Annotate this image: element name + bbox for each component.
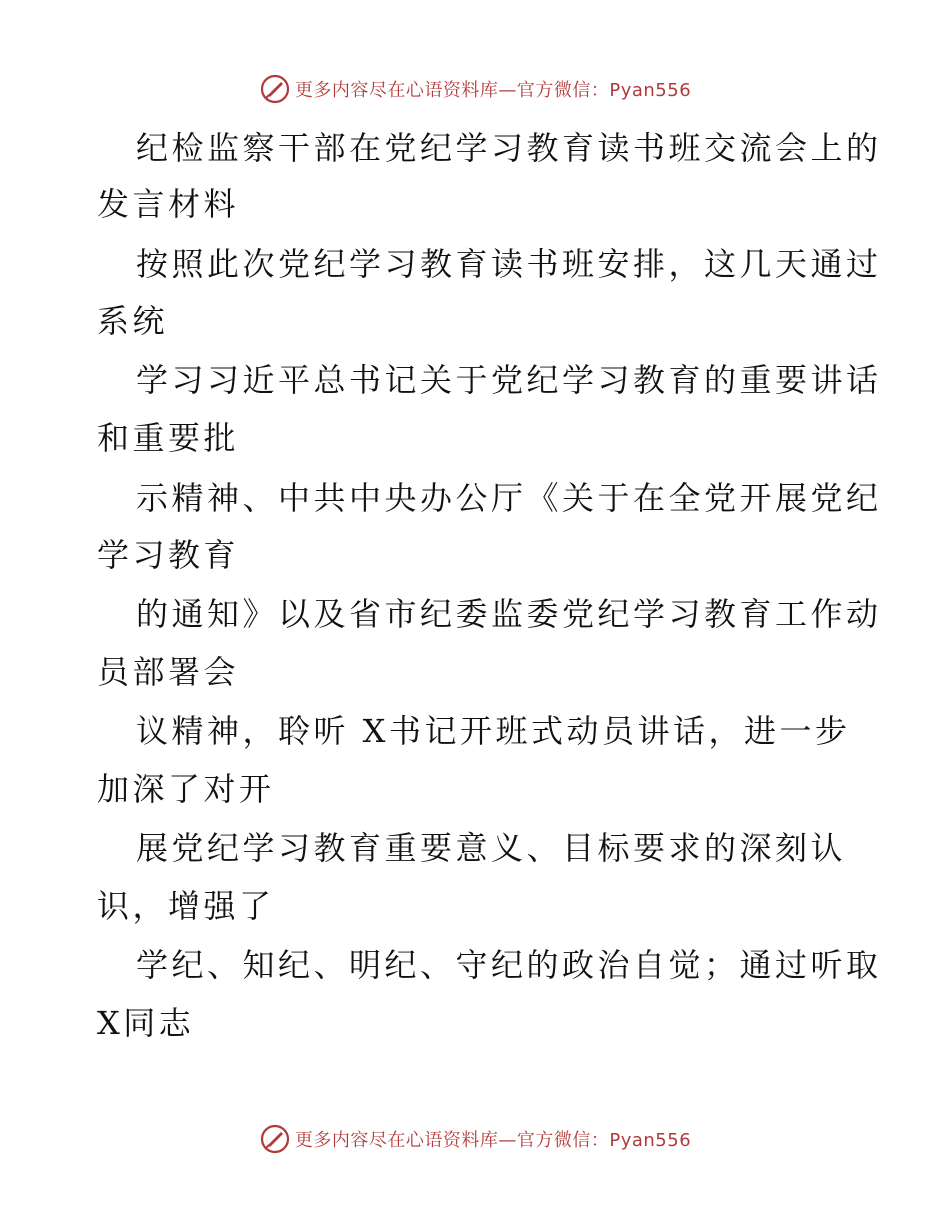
paragraph-line: 学习习近平总书记关于党纪学习教育的重要讲话 [136,361,882,399]
paragraph-line: 学习教育 [97,536,240,574]
paragraph-line: 系统 [97,302,169,340]
header-watermark-banner [0,72,950,106]
paragraph-line: 的通知》以及省市纪委监委党纪学习教育工作动 [136,595,882,633]
paragraph-line: 展党纪学习教育重要意义、目标要求的深刻认 [136,829,847,867]
paragraph-line: 按照此次党纪学习教育读书班安排，这几天通过 [136,245,882,283]
paragraph-line: X同志 [97,1004,195,1042]
paragraph-line: 加深了对开 [97,770,275,808]
paragraph-line: 识，增强了 [97,887,275,925]
document-title-line-2: 发言材料 [97,185,240,223]
paragraph-line: 和重要批 [97,419,240,457]
footer-watermark-banner [0,1122,950,1156]
quill-pen-logo-icon [259,73,291,105]
header-watermark-text: 更多内容尽在心语资料库—官方微信：Pyan556 [294,80,692,101]
paragraph-line: 示精神、中共中央办公厅《关于在全党开展党纪 [136,479,882,517]
paragraph-line: 员部署会 [97,653,240,691]
paragraph-line: 议精神，聆听 X书记开班式动员讲话，进一步 [136,712,851,750]
footer-watermark-text: 更多内容尽在心语资料库—官方微信：Pyan556 [294,1130,692,1151]
paragraph-line: 学纪、知纪、明纪、守纪的政治自觉；通过听取 [136,946,882,984]
quill-pen-logo-icon [259,1123,291,1155]
document-title-line-1: 纪检监察干部在党纪学习教育读书班交流会上的 [136,129,882,167]
